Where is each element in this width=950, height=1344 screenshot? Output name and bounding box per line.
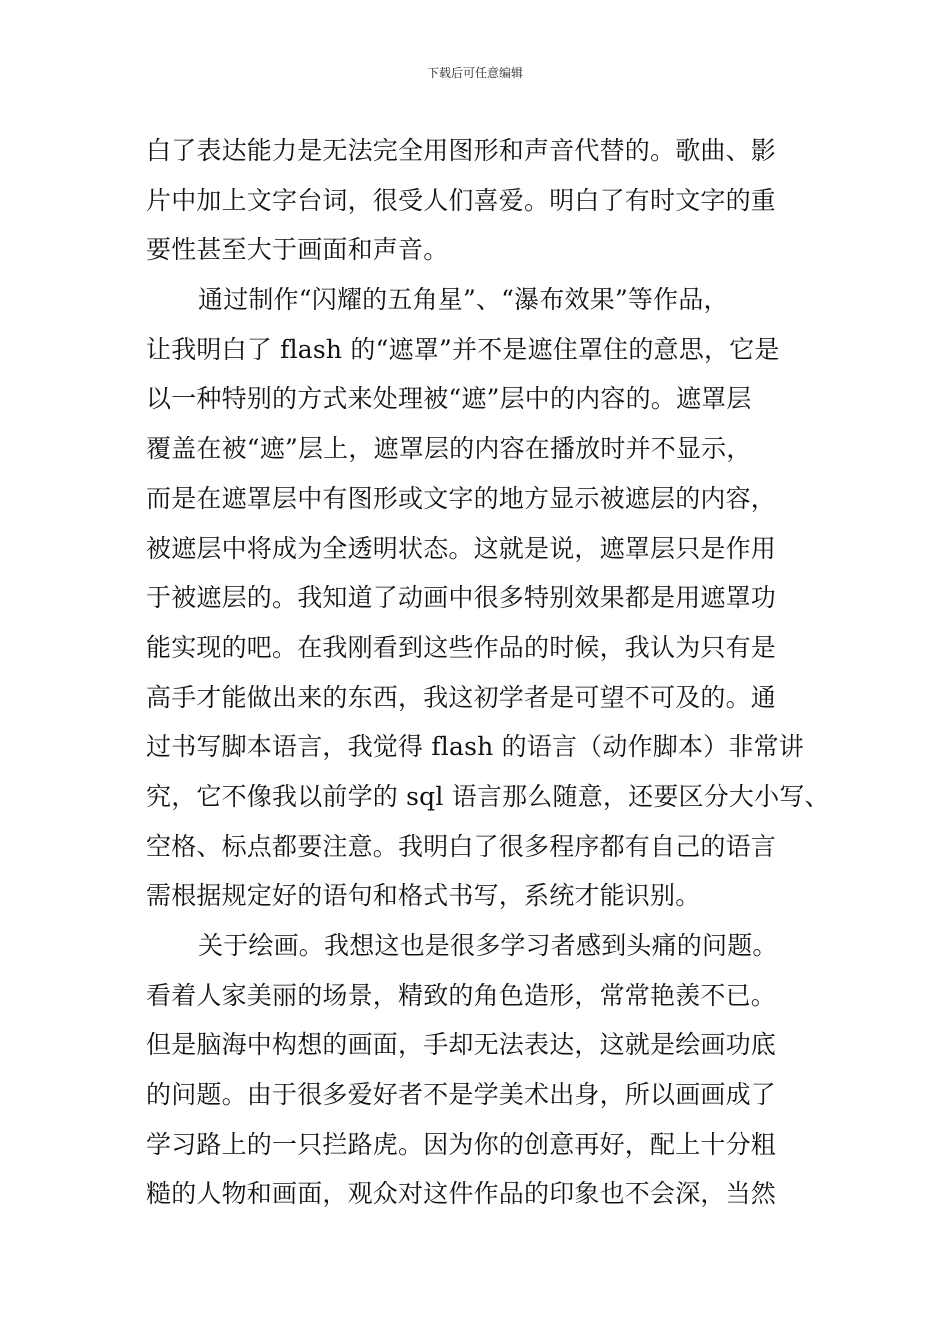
text-line: 以一种特别的方式来处理被“遮”层中的内容的。遮罩层 <box>146 384 752 414</box>
text-line: 糙的人物和画面，观众对这件作品的印象也不会深，当然 <box>146 1179 777 1209</box>
paragraph-start-line: 通过制作“闪耀的五角星”、“瀑布效果”等作品， <box>198 285 729 315</box>
text-line: 需根据规定好的语句和格式书写，系统才能识别。 <box>146 881 701 911</box>
text-line: 学习路上的一只拦路虎。因为你的创意再好，配上十分粗 <box>146 1129 777 1159</box>
text-line: 高手才能做出来的东西，我这初学者是可望不可及的。通 <box>146 682 777 712</box>
text-line: 能实现的吧。在我刚看到这些作品的时候，我认为只有是 <box>146 632 777 662</box>
text-line: 要性甚至大于画面和声音。 <box>146 235 449 265</box>
text-line: 而是在遮罩层中有图形或文字的地方显示被遮层的内容， <box>146 483 777 513</box>
text-line: 过书写脚本语言，我觉得 flash 的语言（动作脚本）非常讲 <box>146 732 804 762</box>
text-line: 于被遮层的。我知道了动画中很多特别效果都是用遮罩功 <box>146 583 777 613</box>
paragraph-start-line: 关于绘画。我想这也是很多学习者感到头痛的问题。 <box>198 931 778 960</box>
text-line: 但是脑海中构想的画面，手却无法表达，这就是绘画功底 <box>146 1030 777 1060</box>
text-line: 白了表达能力是无法完全用图形和声音代替的。歌曲、影 <box>146 136 777 165</box>
text-line: 看着人家美丽的场景，精致的角色造形，常常艳羡不已。 <box>146 980 777 1010</box>
text-line: 的问题。由于很多爱好者不是学美术出身，所以画画成了 <box>146 1080 777 1110</box>
document-body <box>146 126 830 1219</box>
text-line: 片中加上文字台词，很受人们喜爱。明白了有时文字的重 <box>146 185 777 215</box>
page-header: 下载后可任意编辑 <box>426 66 523 80</box>
text-line: 被遮层中将成为全透明状态。这就是说，遮罩层只是作用 <box>146 533 777 563</box>
text-line: 空格、标点都要注意。我明白了很多程序都有自己的语言 <box>146 831 777 861</box>
text-line: 究，它不像我以前学的 sql 语言那么随意，还要区分大小写、 <box>146 781 830 811</box>
text-line: 覆盖在被“遮”层上，遮罩层的内容在播放时并不显示， <box>146 434 752 464</box>
text-line: 让我明白了 flash 的“遮罩”并不是遮住罩住的意思，它是 <box>146 334 780 364</box>
